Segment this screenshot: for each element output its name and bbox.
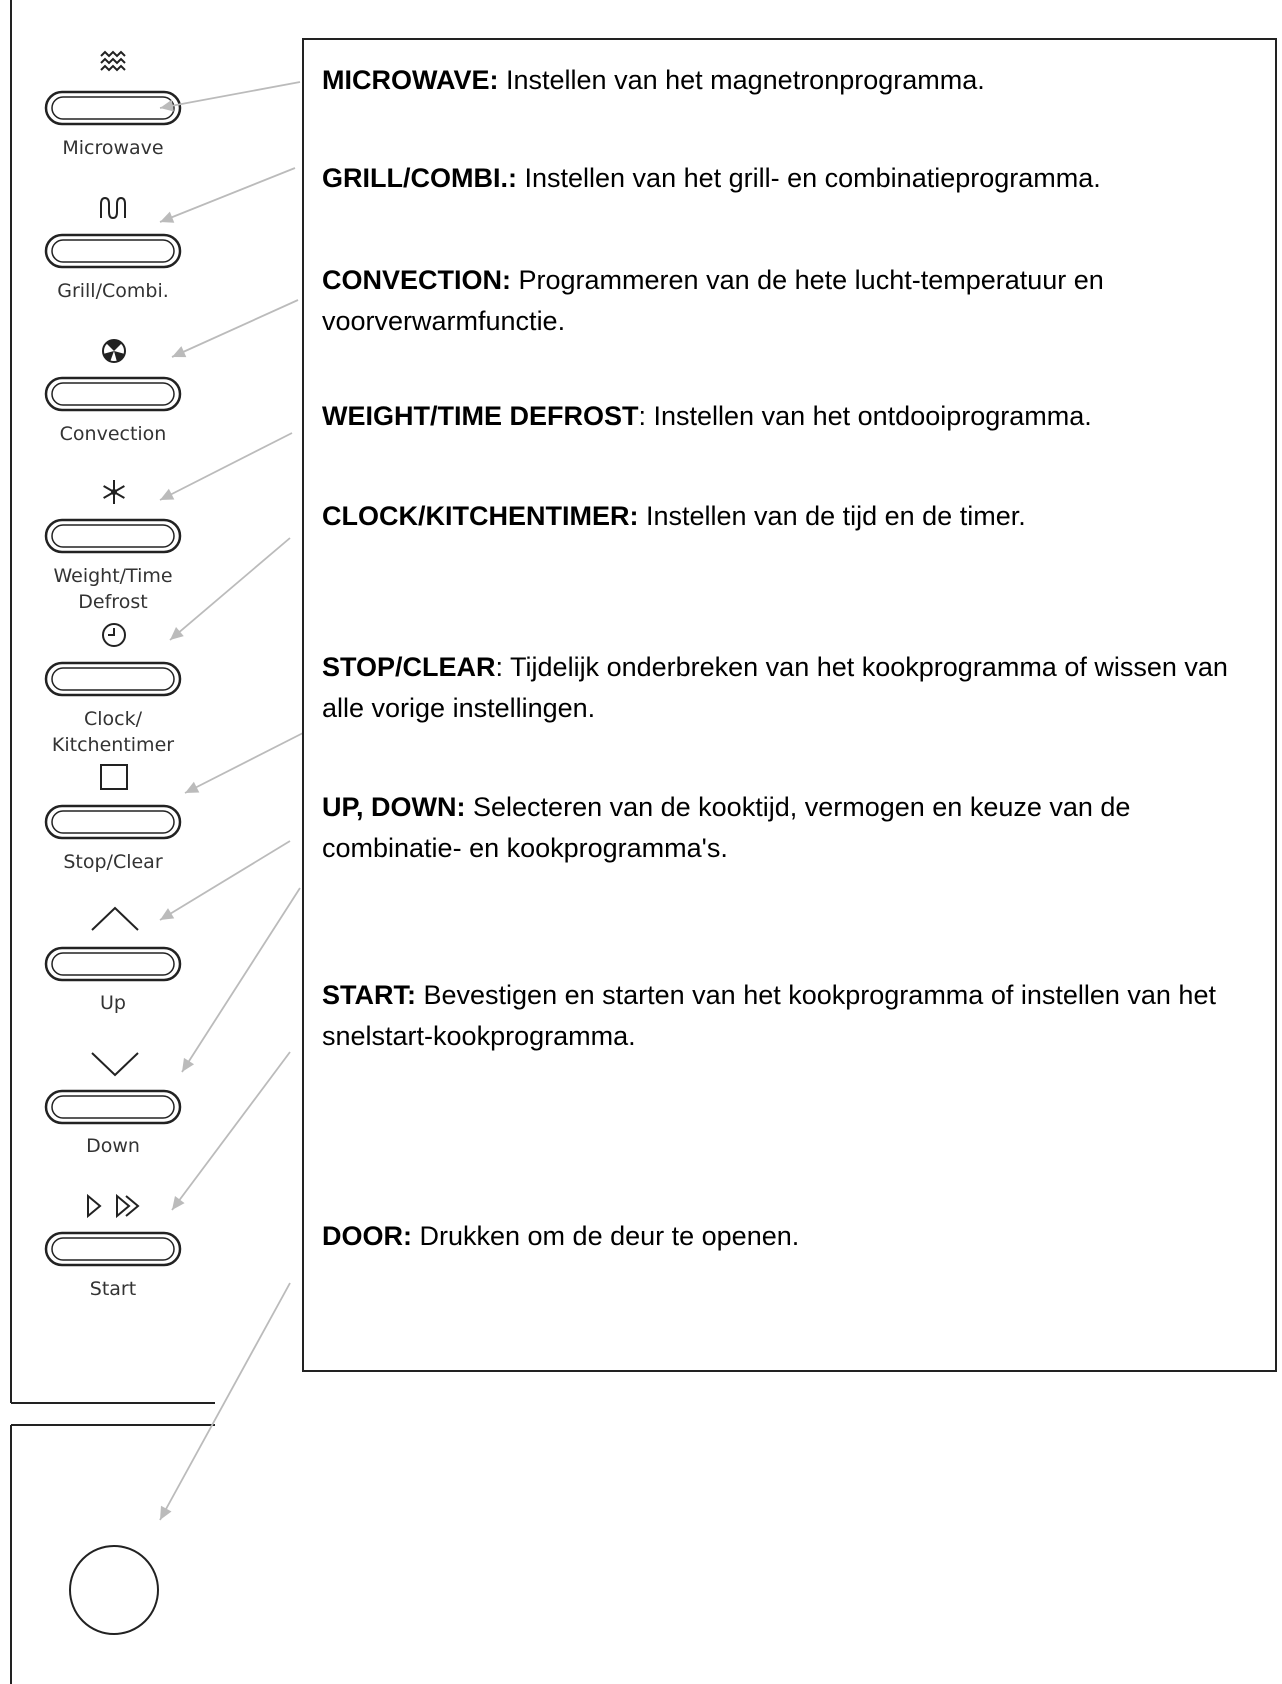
description-key: START: (322, 980, 416, 1010)
clock-button[interactable] (46, 663, 180, 695)
description-item (322, 60, 1262, 101)
description-item (322, 975, 1262, 1057)
description-item (322, 158, 1262, 199)
clock-icon (103, 624, 125, 646)
pointer-arrow (182, 888, 300, 1072)
convection-label: Convection (59, 423, 167, 445)
pointer-arrow (172, 1052, 290, 1210)
description-item (322, 787, 1262, 869)
description-text: Bevestigen en starten van het kookprogramma of instellen van het snelstart-kookprogramma. (322, 980, 1216, 1051)
description-item (322, 496, 1262, 537)
defrost-label-line: Weight/Time (53, 565, 173, 587)
description-key: CONVECTION: (322, 265, 511, 295)
grill-combi-label: Grill/Combi. (57, 280, 169, 302)
description-item (322, 647, 1262, 729)
pointer-arrow (172, 300, 298, 357)
description-item (322, 1216, 1262, 1257)
description-key: DOOR: (322, 1221, 412, 1251)
down-label: Down (86, 1135, 140, 1157)
down-button[interactable] (46, 1091, 180, 1123)
microwave-label: Microwave (62, 137, 164, 159)
stop-clear-button[interactable] (46, 806, 180, 838)
door-open-circle-icon[interactable] (70, 1546, 158, 1634)
description-key: MICROWAVE: (322, 65, 499, 95)
stop-clear-label: Stop/Clear (63, 851, 163, 873)
description-item (322, 396, 1262, 437)
start-button[interactable] (46, 1233, 180, 1265)
convection-fan-icon (103, 340, 125, 362)
description-text: Instellen van de tijd en de timer. (638, 501, 1026, 531)
clock-label-line: Clock/ (83, 708, 143, 730)
pointer-arrow (160, 1283, 290, 1520)
grill-element-icon (101, 198, 125, 218)
description-text: Instellen van het grill- en combinatieprogramma. (516, 163, 1101, 193)
description-text: : Instellen van het ontdooiprogramma. (638, 401, 1092, 431)
defrost-label (13, 563, 213, 615)
microwave-waves-icon (101, 52, 125, 70)
description-key: CLOCK/KITCHENTIMER: (322, 501, 639, 531)
defrost-button[interactable] (46, 520, 180, 552)
description-text: Instellen van het magnetronprogramma. (498, 65, 985, 95)
description-key: UP, DOWN: (322, 792, 466, 822)
up-button[interactable] (46, 948, 180, 980)
pointer-arrow (160, 168, 295, 223)
description-item (322, 260, 1262, 342)
clock-label-line: Kitchentimer (51, 734, 175, 756)
description-key: GRILL/COMBI.: (322, 163, 517, 193)
snowflake-icon (104, 480, 125, 504)
description-text: Drukken om de deur te openen. (412, 1221, 800, 1251)
description-key: STOP/CLEAR (322, 652, 496, 682)
start-label: Start (89, 1278, 137, 1300)
defrost-label-line: Defrost (78, 591, 148, 613)
convection-button[interactable] (46, 378, 180, 410)
chevron-down-icon (92, 1053, 138, 1075)
description-text: Selecteren van de kooktijd, vermogen en keuze van de combinatie- en kookprogramma's. (322, 792, 1131, 863)
description-text: : Tijdelijk onderbreken van het kookprogramma of wissen van alle vorige instellingen. (322, 652, 1228, 723)
up-label: Up (100, 992, 126, 1014)
square-stop-icon (101, 765, 127, 789)
microwave-button[interactable] (46, 92, 180, 124)
description-text: Programmeren van de hete lucht-temperatuur en voorverwarmfunctie. (322, 265, 1104, 336)
clock-label (13, 706, 213, 758)
play-fast-forward-icon (88, 1196, 138, 1216)
grill-combi-button[interactable] (46, 235, 180, 267)
description-key: WEIGHT/TIME DEFROST (322, 401, 639, 431)
chevron-up-icon (92, 908, 138, 930)
